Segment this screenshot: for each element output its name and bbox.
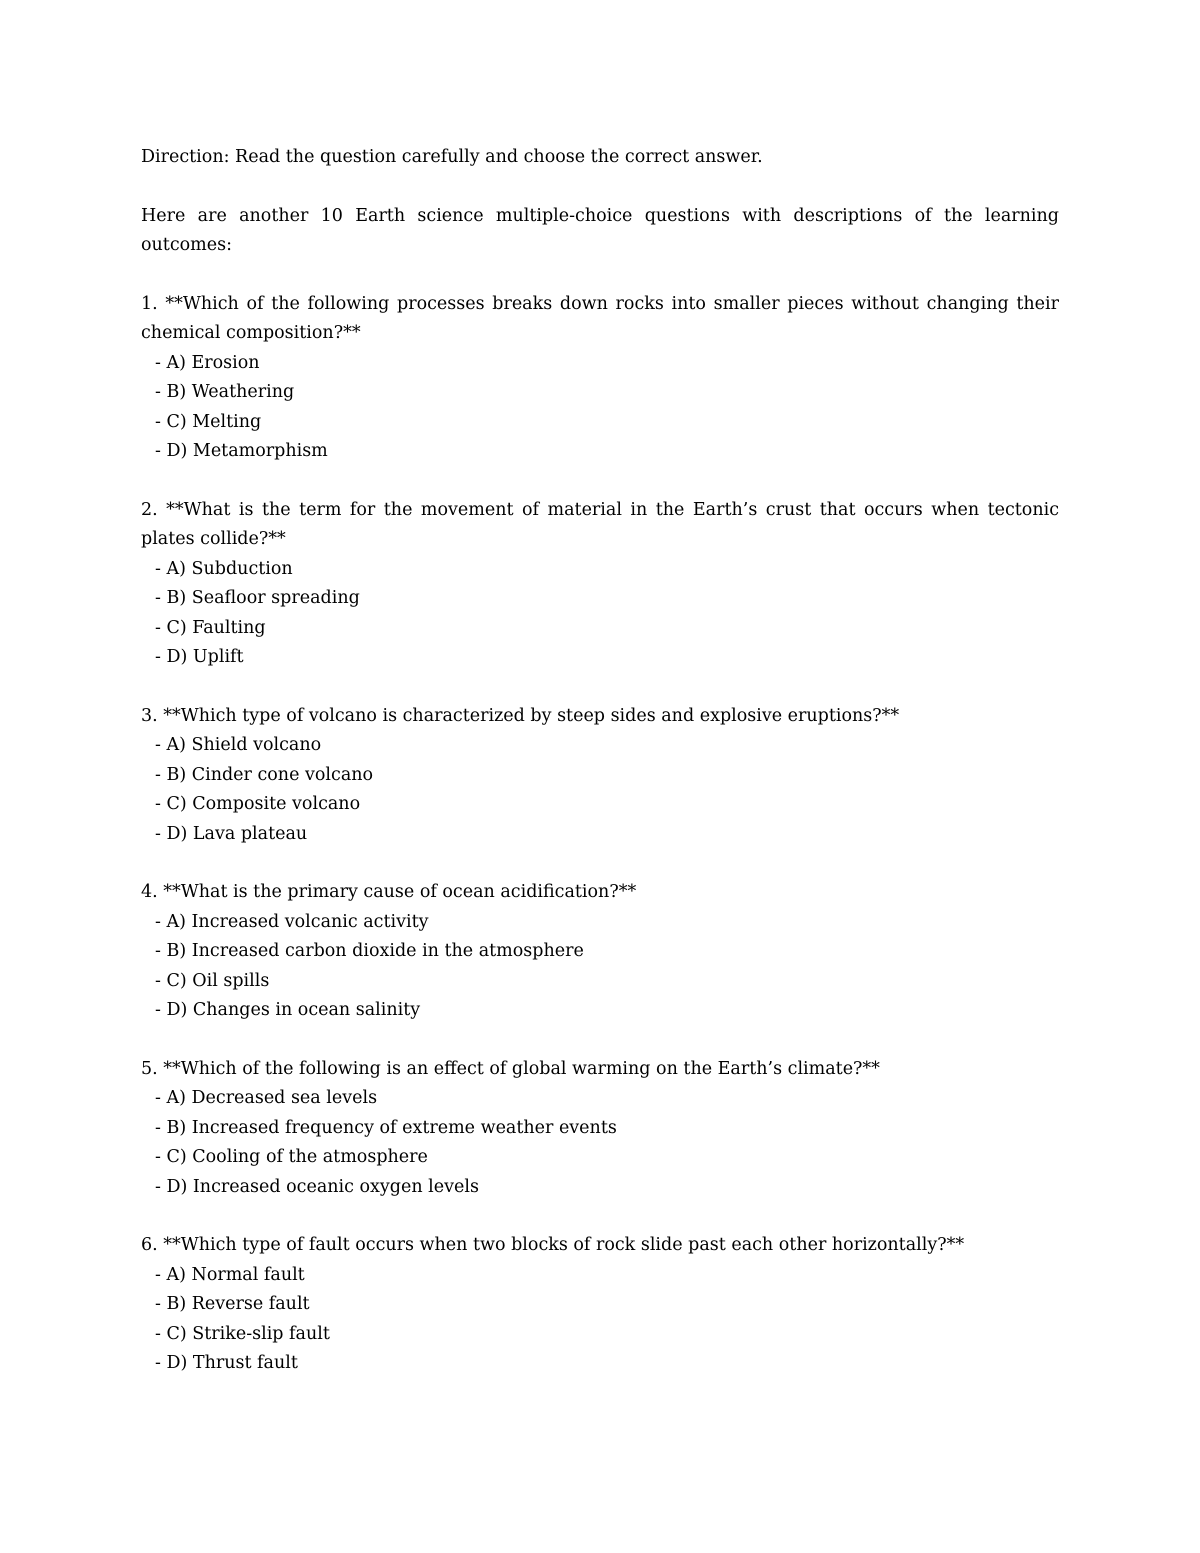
question-2 [141, 496, 1059, 673]
option-a: - A) Normal fault [155, 1264, 305, 1285]
question-text: 1. **Which of the following processes breaks down rocks into smaller pieces without changing their chemical composition?** [141, 293, 1059, 343]
question-text: 4. **What is the primary cause of ocean acidification?** [141, 882, 637, 902]
option-a: - A) Increased volcanic activity [155, 911, 429, 932]
option-b: - B) Cinder cone volcano [155, 764, 374, 785]
option-d: - D) Lava plateau [155, 823, 308, 844]
intro-text: Here are another 10 Earth science multiple-choice questions with descriptions of the learning outcomes: [141, 205, 1059, 255]
question-6 [141, 1231, 1059, 1379]
question-3 [141, 702, 1059, 850]
option-a: - A) Erosion [155, 352, 260, 373]
question-4 [141, 878, 1059, 1026]
option-c: - C) Composite volcano [155, 794, 361, 814]
option-b: - B) Increased frequency of extreme weather events [155, 1117, 617, 1138]
option-c: - C) Faulting [155, 617, 266, 638]
direction-text: Direction: Read the question carefully and choose the correct answer. [141, 147, 763, 167]
option-d: - D) Changes in ocean salinity [155, 1000, 421, 1020]
option-c: - C) Strike-slip fault [155, 1323, 330, 1344]
option-b: - B) Reverse fault [155, 1294, 310, 1314]
question-text: 6. **Which type of fault occurs when two blocks of rock slide past each other horizontally?** [141, 1235, 965, 1255]
option-a: - A) Subduction [155, 558, 293, 579]
option-d: - D) Increased oceanic oxygen levels [155, 1176, 479, 1197]
question-text: 3. **Which type of volcano is characterized by steep sides and explosive eruptions?** [141, 705, 900, 726]
question-text: 2. **What is the term for the movement of material in the Earth’s crust that occurs when tectonic plates collide?** [141, 499, 1059, 549]
option-c: - C) Oil spills [155, 970, 270, 991]
document-body [141, 143, 1059, 1408]
option-d: - D) Metamorphism [155, 441, 328, 461]
option-c: - C) Cooling of the atmosphere [155, 1147, 428, 1167]
option-b: - B) Increased carbon dioxide in the atmosphere [155, 941, 584, 961]
option-c: - C) Melting [155, 411, 262, 432]
option-d: - D) Uplift [155, 647, 244, 667]
question-5 [141, 1055, 1059, 1203]
option-a: - A) Decreased sea levels [155, 1088, 378, 1108]
question-text: 5. **Which of the following is an effect of global warming on the Earth’s climate?** [141, 1058, 880, 1079]
question-1 [141, 290, 1059, 467]
option-b: - B) Seafloor spreading [155, 588, 360, 608]
option-b: - B) Weathering [155, 382, 295, 402]
option-d: - D) Thrust fault [155, 1353, 298, 1373]
spacer [141, 261, 1059, 290]
option-a: - A) Shield volcano [155, 735, 322, 755]
spacer [141, 173, 1059, 202]
